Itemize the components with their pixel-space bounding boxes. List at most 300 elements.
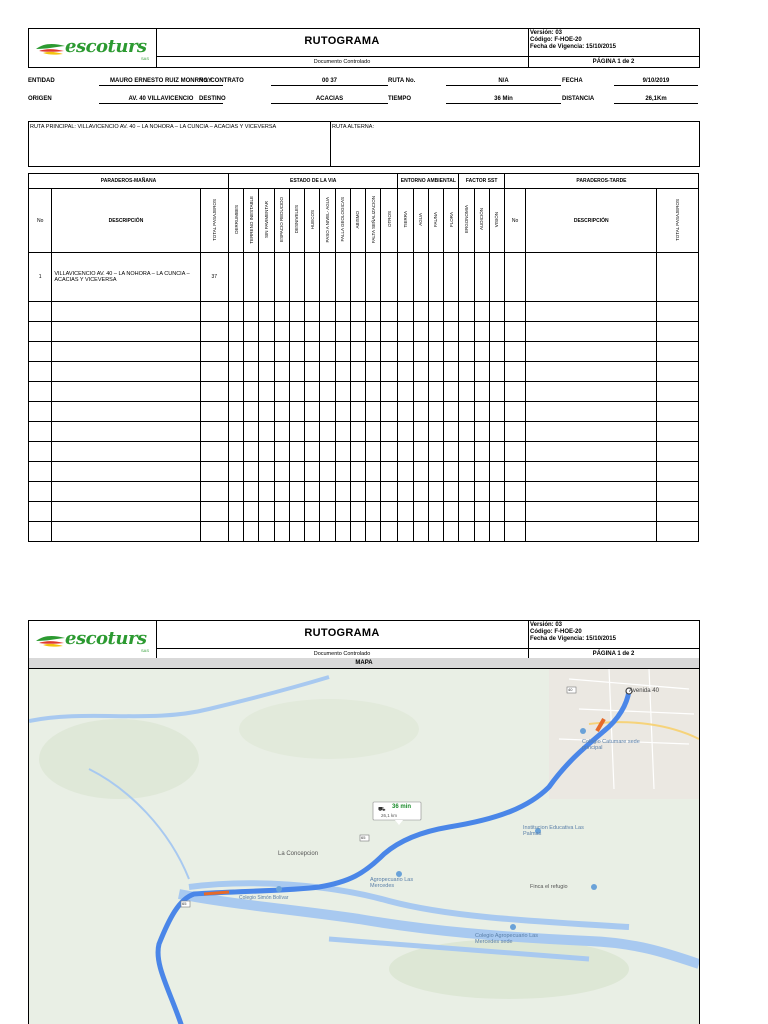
table-cell[interactable] <box>381 302 398 322</box>
table-cell[interactable] <box>52 442 200 462</box>
table-cell[interactable] <box>335 442 350 462</box>
table-cell[interactable] <box>305 322 320 342</box>
table-cell[interactable] <box>444 522 459 542</box>
table-cell[interactable] <box>474 342 489 362</box>
table-cell[interactable] <box>413 302 428 322</box>
table-cell[interactable] <box>504 422 525 442</box>
table-cell[interactable] <box>657 302 699 322</box>
table-cell[interactable] <box>459 342 474 362</box>
table-cell[interactable] <box>444 342 459 362</box>
table-cell[interactable] <box>398 462 413 482</box>
table-cell[interactable] <box>244 482 259 502</box>
table-cell[interactable] <box>289 422 304 442</box>
table-cell[interactable] <box>320 482 335 502</box>
table-cell[interactable] <box>413 322 428 342</box>
table-cell[interactable] <box>489 522 504 542</box>
table-cell[interactable] <box>335 382 350 402</box>
table-cell[interactable] <box>398 382 413 402</box>
table-cell[interactable] <box>335 342 350 362</box>
table-cell[interactable] <box>413 522 428 542</box>
table-cell[interactable] <box>428 462 443 482</box>
table-cell[interactable] <box>398 442 413 462</box>
table-cell[interactable] <box>444 302 459 322</box>
table-cell[interactable] <box>350 422 365 442</box>
table-cell[interactable] <box>259 382 274 402</box>
table-cell[interactable] <box>526 362 657 382</box>
table-cell[interactable] <box>365 522 380 542</box>
table-cell[interactable] <box>459 302 474 322</box>
table-cell[interactable] <box>413 462 428 482</box>
table-cell[interactable] <box>350 302 365 322</box>
table-cell[interactable] <box>244 362 259 382</box>
table-cell[interactable] <box>381 422 398 442</box>
table-cell[interactable] <box>444 322 459 342</box>
table-cell[interactable] <box>526 402 657 422</box>
table-cell[interactable] <box>244 442 259 462</box>
table-cell[interactable] <box>305 402 320 422</box>
table-cell[interactable] <box>259 442 274 462</box>
table-cell[interactable] <box>244 462 259 482</box>
table-cell[interactable] <box>657 502 699 522</box>
table-cell[interactable] <box>274 302 289 322</box>
table-cell[interactable] <box>200 522 228 542</box>
table-cell[interactable] <box>274 442 289 462</box>
table-cell[interactable] <box>489 402 504 422</box>
table-cell[interactable] <box>474 402 489 422</box>
table-cell[interactable] <box>244 253 259 302</box>
table-cell[interactable] <box>381 462 398 482</box>
table-cell[interactable] <box>413 502 428 522</box>
table-cell[interactable] <box>52 302 200 322</box>
table-cell[interactable] <box>444 462 459 482</box>
table-cell[interactable] <box>305 302 320 322</box>
table-cell[interactable] <box>444 482 459 502</box>
table-cell[interactable] <box>428 382 443 402</box>
table-cell[interactable] <box>381 362 398 382</box>
table-cell[interactable] <box>504 322 525 342</box>
table-cell[interactable] <box>305 362 320 382</box>
table-cell[interactable] <box>259 322 274 342</box>
table-cell[interactable] <box>274 422 289 442</box>
table-cell[interactable] <box>413 422 428 442</box>
table-cell[interactable] <box>474 322 489 342</box>
table-cell[interactable] <box>350 362 365 382</box>
table-cell[interactable] <box>244 522 259 542</box>
table-cell[interactable] <box>657 253 699 302</box>
table-cell[interactable] <box>350 382 365 402</box>
table-cell[interactable] <box>200 482 228 502</box>
table-cell[interactable] <box>459 442 474 462</box>
table-cell[interactable] <box>52 402 200 422</box>
table-cell[interactable] <box>320 402 335 422</box>
table-cell[interactable] <box>381 482 398 502</box>
table-cell[interactable] <box>398 522 413 542</box>
table-cell[interactable] <box>381 522 398 542</box>
table-cell[interactable] <box>504 482 525 502</box>
table-cell[interactable] <box>305 422 320 442</box>
table-cell[interactable] <box>200 382 228 402</box>
table-cell[interactable] <box>289 442 304 462</box>
table-cell[interactable] <box>259 362 274 382</box>
table-cell[interactable] <box>398 253 413 302</box>
table-cell[interactable] <box>474 442 489 462</box>
table-cell[interactable] <box>526 302 657 322</box>
table-cell[interactable] <box>244 402 259 422</box>
table-cell[interactable] <box>398 502 413 522</box>
table-cell[interactable] <box>244 322 259 342</box>
table-cell[interactable] <box>459 462 474 482</box>
table-cell[interactable] <box>305 342 320 362</box>
table-cell[interactable] <box>320 253 335 302</box>
table-cell[interactable] <box>365 382 380 402</box>
table-cell[interactable] <box>320 342 335 362</box>
table-cell[interactable] <box>200 302 228 322</box>
table-cell[interactable] <box>657 382 699 402</box>
table-cell[interactable] <box>320 442 335 462</box>
table-cell[interactable] <box>504 382 525 402</box>
table-cell[interactable] <box>274 402 289 422</box>
table-cell[interactable] <box>274 362 289 382</box>
table-cell[interactable] <box>413 382 428 402</box>
table-cell[interactable] <box>526 382 657 402</box>
table-cell[interactable] <box>289 522 304 542</box>
table-cell[interactable] <box>459 482 474 502</box>
table-cell[interactable] <box>259 482 274 502</box>
table-cell[interactable] <box>365 482 380 502</box>
table-cell[interactable] <box>228 462 243 482</box>
table-cell[interactable] <box>504 253 525 302</box>
table-cell[interactable] <box>489 502 504 522</box>
table-cell[interactable] <box>289 342 304 362</box>
table-cell[interactable] <box>29 342 52 362</box>
table-cell[interactable] <box>52 482 200 502</box>
table-cell[interactable] <box>335 522 350 542</box>
table-cell[interactable] <box>244 302 259 322</box>
table-cell[interactable] <box>428 402 443 422</box>
table-cell[interactable] <box>289 502 304 522</box>
table-cell[interactable] <box>289 462 304 482</box>
table-cell[interactable] <box>274 502 289 522</box>
table-cell[interactable] <box>52 322 200 342</box>
table-cell[interactable] <box>444 253 459 302</box>
table-cell[interactable] <box>29 302 52 322</box>
table-cell[interactable] <box>29 442 52 462</box>
table-cell[interactable] <box>365 253 380 302</box>
table-cell[interactable] <box>657 462 699 482</box>
table-cell[interactable] <box>365 342 380 362</box>
table-cell[interactable] <box>428 482 443 502</box>
table-cell[interactable] <box>335 462 350 482</box>
table-cell[interactable] <box>657 482 699 502</box>
table-cell[interactable] <box>526 442 657 462</box>
table-cell[interactable] <box>428 422 443 442</box>
table-cell[interactable] <box>200 502 228 522</box>
table-cell[interactable] <box>657 342 699 362</box>
table-cell[interactable] <box>259 422 274 442</box>
table-cell[interactable] <box>289 482 304 502</box>
table-cell[interactable] <box>444 442 459 462</box>
table-cell[interactable] <box>259 462 274 482</box>
table-cell[interactable] <box>274 253 289 302</box>
table-cell[interactable] <box>365 502 380 522</box>
table-cell[interactable] <box>413 253 428 302</box>
table-cell[interactable] <box>350 442 365 462</box>
table-cell[interactable] <box>413 442 428 462</box>
table-cell[interactable] <box>444 502 459 522</box>
table-cell[interactable] <box>504 502 525 522</box>
table-cell[interactable] <box>474 462 489 482</box>
table-cell[interactable] <box>489 253 504 302</box>
table-cell[interactable] <box>459 522 474 542</box>
table-cell[interactable] <box>259 342 274 362</box>
table-cell[interactable] <box>381 253 398 302</box>
table-cell[interactable] <box>200 322 228 342</box>
table-cell[interactable] <box>200 422 228 442</box>
table-cell[interactable] <box>200 402 228 422</box>
table-cell[interactable] <box>657 522 699 542</box>
table-cell[interactable] <box>228 342 243 362</box>
table-cell[interactable] <box>335 362 350 382</box>
table-cell[interactable] <box>228 482 243 502</box>
table-cell[interactable] <box>428 522 443 542</box>
table-cell[interactable] <box>259 402 274 422</box>
table-cell[interactable] <box>444 362 459 382</box>
table-cell[interactable] <box>413 402 428 422</box>
table-cell[interactable] <box>244 342 259 362</box>
table-cell[interactable] <box>489 362 504 382</box>
table-cell[interactable] <box>29 422 52 442</box>
table-cell[interactable] <box>228 253 243 302</box>
table-cell[interactable] <box>381 342 398 362</box>
table-cell[interactable] <box>259 502 274 522</box>
table-cell[interactable] <box>350 322 365 342</box>
table-cell[interactable] <box>52 502 200 522</box>
table-cell[interactable] <box>274 462 289 482</box>
table-cell[interactable] <box>320 322 335 342</box>
table-cell[interactable] <box>459 402 474 422</box>
table-cell[interactable] <box>459 382 474 402</box>
table-cell[interactable] <box>200 342 228 362</box>
table-cell[interactable] <box>381 442 398 462</box>
table-cell[interactable] <box>228 502 243 522</box>
table-cell[interactable] <box>52 382 200 402</box>
table-cell[interactable] <box>474 422 489 442</box>
table-cell[interactable] <box>504 342 525 362</box>
table-cell[interactable] <box>459 362 474 382</box>
table-cell[interactable] <box>52 462 200 482</box>
table-cell[interactable] <box>398 302 413 322</box>
table-cell[interactable] <box>320 382 335 402</box>
table-cell[interactable] <box>365 362 380 382</box>
table-cell[interactable] <box>398 322 413 342</box>
table-cell[interactable] <box>474 253 489 302</box>
table-cell[interactable] <box>526 462 657 482</box>
table-cell[interactable] <box>29 462 52 482</box>
table-cell[interactable] <box>259 522 274 542</box>
table-cell[interactable] <box>289 322 304 342</box>
table-cell[interactable] <box>228 382 243 402</box>
table-cell[interactable] <box>228 422 243 442</box>
table-cell[interactable] <box>274 522 289 542</box>
table-cell[interactable] <box>428 502 443 522</box>
table-cell[interactable] <box>365 402 380 422</box>
table-cell[interactable] <box>504 402 525 422</box>
table-cell[interactable] <box>489 482 504 502</box>
table-cell[interactable] <box>504 462 525 482</box>
table-cell[interactable] <box>320 362 335 382</box>
table-cell[interactable] <box>398 362 413 382</box>
table-cell[interactable] <box>52 362 200 382</box>
table-cell[interactable] <box>428 442 443 462</box>
table-cell[interactable] <box>228 442 243 462</box>
table-cell[interactable] <box>350 342 365 362</box>
table-cell[interactable] <box>381 402 398 422</box>
table-cell[interactable] <box>350 502 365 522</box>
table-cell[interactable] <box>459 422 474 442</box>
table-cell[interactable] <box>489 422 504 442</box>
table-cell[interactable] <box>228 522 243 542</box>
table-cell[interactable] <box>274 382 289 402</box>
table-cell[interactable] <box>29 482 52 502</box>
table-cell[interactable] <box>474 382 489 402</box>
table-cell[interactable] <box>335 482 350 502</box>
table-cell[interactable] <box>365 302 380 322</box>
table-cell[interactable] <box>305 482 320 502</box>
table-cell[interactable] <box>398 342 413 362</box>
table-cell[interactable] <box>244 422 259 442</box>
table-cell[interactable] <box>365 462 380 482</box>
table-cell[interactable] <box>320 502 335 522</box>
table-cell[interactable] <box>228 402 243 422</box>
table-cell[interactable] <box>289 362 304 382</box>
table-cell[interactable] <box>320 462 335 482</box>
table-cell[interactable] <box>526 522 657 542</box>
table-cell[interactable] <box>335 322 350 342</box>
table-cell[interactable] <box>365 422 380 442</box>
table-cell[interactable] <box>335 402 350 422</box>
table-cell[interactable] <box>289 402 304 422</box>
table-cell[interactable] <box>228 362 243 382</box>
table-cell[interactable] <box>350 482 365 502</box>
table-cell[interactable] <box>489 442 504 462</box>
table-cell[interactable] <box>504 362 525 382</box>
table-cell[interactable] <box>29 502 52 522</box>
table-cell[interactable] <box>381 382 398 402</box>
table-cell[interactable] <box>398 482 413 502</box>
table-cell[interactable] <box>657 442 699 462</box>
table-cell[interactable] <box>526 342 657 362</box>
table-cell[interactable] <box>489 462 504 482</box>
table-cell[interactable] <box>526 322 657 342</box>
table-cell[interactable] <box>474 522 489 542</box>
table-cell[interactable] <box>504 442 525 462</box>
table-cell[interactable] <box>244 502 259 522</box>
table-cell[interactable] <box>526 482 657 502</box>
table-cell[interactable] <box>52 522 200 542</box>
table-cell[interactable] <box>259 253 274 302</box>
table-cell[interactable] <box>289 302 304 322</box>
table-cell[interactable] <box>657 402 699 422</box>
table-cell[interactable] <box>274 482 289 502</box>
table-cell[interactable] <box>305 462 320 482</box>
table-cell[interactable] <box>489 342 504 362</box>
table-cell[interactable] <box>413 482 428 502</box>
table-cell[interactable] <box>29 362 52 382</box>
table-cell[interactable] <box>474 362 489 382</box>
table-cell[interactable] <box>335 253 350 302</box>
table-cell[interactable] <box>428 302 443 322</box>
table-cell[interactable] <box>200 442 228 462</box>
table-cell[interactable] <box>428 253 443 302</box>
table-cell[interactable] <box>489 382 504 402</box>
table-cell[interactable] <box>305 502 320 522</box>
table-cell[interactable] <box>259 302 274 322</box>
table-cell[interactable] <box>381 322 398 342</box>
table-cell[interactable] <box>381 502 398 522</box>
table-cell[interactable] <box>29 322 52 342</box>
table-cell[interactable] <box>350 462 365 482</box>
table-cell[interactable] <box>428 322 443 342</box>
table-cell[interactable] <box>320 422 335 442</box>
table-cell[interactable] <box>305 442 320 462</box>
table-cell[interactable] <box>335 302 350 322</box>
table-cell[interactable] <box>526 253 657 302</box>
table-cell[interactable] <box>413 342 428 362</box>
table-cell[interactable] <box>305 382 320 402</box>
table-cell[interactable] <box>365 322 380 342</box>
table-cell[interactable] <box>244 382 259 402</box>
table-cell[interactable] <box>398 402 413 422</box>
table-cell[interactable] <box>289 382 304 402</box>
table-cell[interactable] <box>413 362 428 382</box>
table-cell[interactable] <box>657 362 699 382</box>
table-cell[interactable] <box>52 422 200 442</box>
table-cell[interactable] <box>428 342 443 362</box>
table-cell[interactable] <box>350 402 365 422</box>
table-cell[interactable] <box>459 502 474 522</box>
table-cell[interactable] <box>459 322 474 342</box>
table-cell[interactable] <box>228 322 243 342</box>
table-cell[interactable] <box>474 482 489 502</box>
table-cell[interactable] <box>657 422 699 442</box>
table-cell[interactable] <box>320 522 335 542</box>
table-cell[interactable] <box>504 302 525 322</box>
table-cell[interactable] <box>350 253 365 302</box>
table-cell[interactable] <box>474 302 489 322</box>
table-cell[interactable] <box>459 253 474 302</box>
table-cell[interactable] <box>200 462 228 482</box>
table-cell[interactable] <box>335 502 350 522</box>
table-cell[interactable] <box>489 302 504 322</box>
table-cell[interactable] <box>444 402 459 422</box>
table-cell[interactable] <box>489 322 504 342</box>
table-cell[interactable] <box>657 322 699 342</box>
table-cell[interactable] <box>305 522 320 542</box>
table-cell[interactable] <box>428 362 443 382</box>
route-map[interactable] <box>28 669 700 1024</box>
table-cell[interactable] <box>398 422 413 442</box>
table-cell[interactable] <box>320 302 335 322</box>
table-cell[interactable] <box>228 302 243 322</box>
table-cell[interactable] <box>335 422 350 442</box>
table-cell[interactable] <box>365 442 380 462</box>
table-cell[interactable] <box>29 382 52 402</box>
table-cell[interactable] <box>289 253 304 302</box>
table-cell[interactable] <box>52 342 200 362</box>
table-cell[interactable] <box>526 502 657 522</box>
table-cell[interactable] <box>29 522 52 542</box>
table-cell[interactable] <box>474 502 489 522</box>
